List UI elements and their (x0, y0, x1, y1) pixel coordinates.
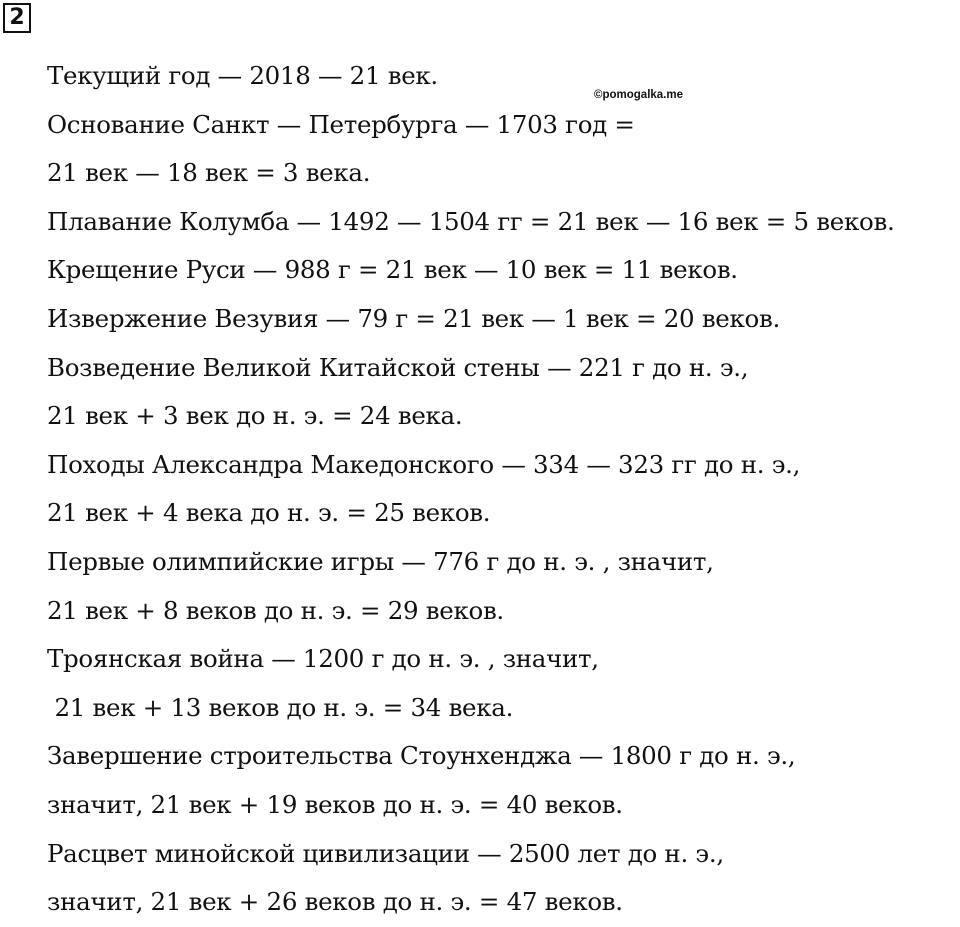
solution-line: 21 век + 8 веков до н. э. = 29 веков. (47, 595, 504, 625)
solution-line: Основание Санкт — Петербурга — 1703 год = (47, 109, 635, 139)
solution-line: Возведение Великой Китайской стены — 221 г до н. э., (47, 352, 749, 382)
solution-line: значит, 21 век + 19 веков до н. э. = 40 веков. (47, 789, 623, 819)
solution-line: 21 век — 18 век = 3 века. (47, 158, 371, 188)
solution-line: Первые олимпийские игры — 776 г до н. э. , значит, (47, 546, 714, 576)
solution-line: Завершение строительства Стоунхенджа — 1800 г до н. э., (47, 741, 796, 771)
task-number-badge: 2 (3, 3, 31, 33)
solution-line: Плавание Колумба — 1492 — 1504 гг = 21 век — 16 век = 5 веков. (47, 206, 895, 236)
solution-line: Расцвет минойской цивилизации — 2500 лет до н. э., (47, 838, 724, 868)
solution-line: 21 век + 3 век до н. э. = 24 века. (47, 401, 463, 431)
solution-line: Текущий год — 2018 — 21 век. (47, 61, 438, 90)
solution-line: Походы Александра Македонского — 334 — 323 гг до н. э., (47, 449, 801, 479)
solution-line: 21 век + 4 века до н. э. = 25 веков. (47, 498, 491, 528)
solution-text (47, 52, 894, 927)
solution-line: Троянская война — 1200 г до н. э. , значит, (47, 644, 599, 674)
solution-line: 21 век + 13 веков до н. э. = 34 века. (47, 692, 514, 722)
solution-line: Извержение Везувия — 79 г = 21 век — 1 век = 20 веков. (47, 303, 780, 333)
watermark: ©pomogalka.me (594, 89, 683, 101)
solution-line: Крещение Руси — 988 г = 21 век — 10 век = 11 веков. (47, 255, 738, 285)
solution-line: значит, 21 век + 26 веков до н. э. = 47 веков. (47, 887, 623, 917)
